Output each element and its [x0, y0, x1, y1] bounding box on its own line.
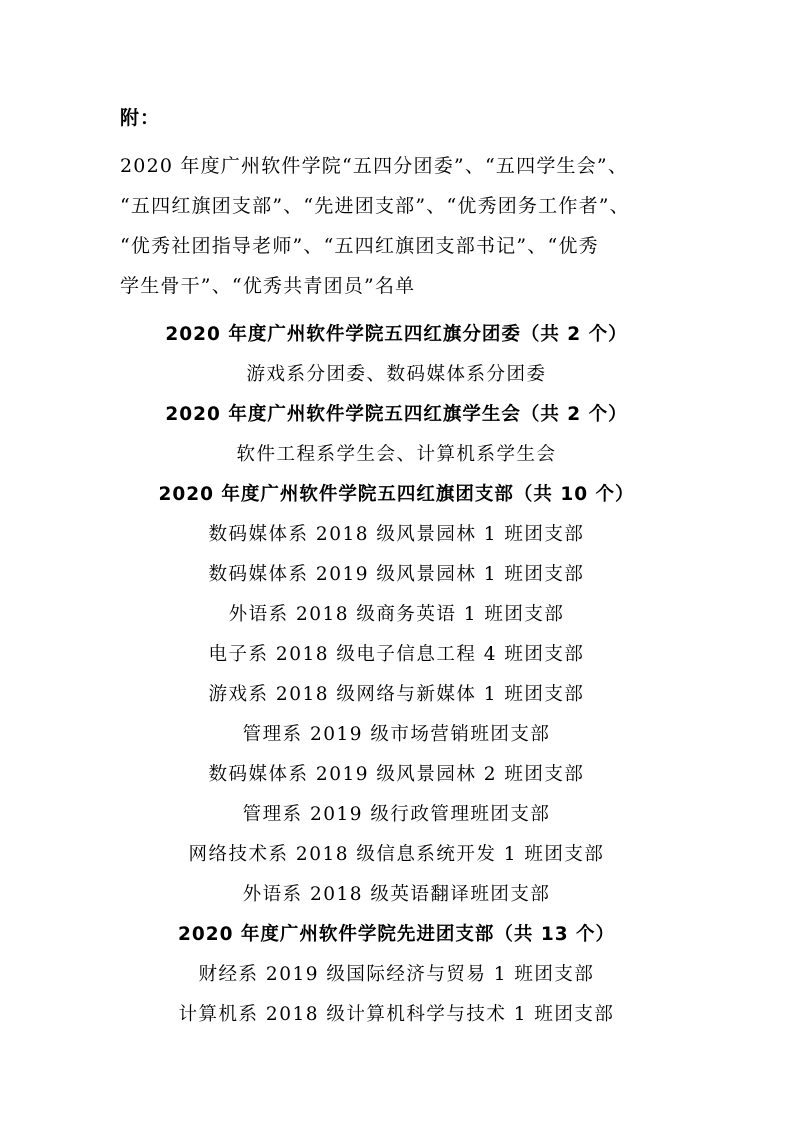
section-heading: 2020 年度广州软件学院五四红旗团支部（共 10 个） [158, 484, 635, 505]
intro-line: “优秀社团指导老师”、“五四红旗团支部书记”、“优秀 [120, 235, 599, 257]
intro-line: “五四红旗团支部”、“先进团支部”、“优秀团务工作者”、 [120, 195, 630, 217]
section-heading: 2020 年度广州软件学院先进团支部（共 13 个） [177, 924, 616, 945]
list-item: 数码媒体系 2019 级风景园林 1 班团支部 [208, 564, 585, 585]
list-item: 外语系 2018 级英语翻译班团支部 [242, 884, 551, 905]
list-item: 电子系 2018 级电子信息工程 4 班团支部 [208, 644, 585, 665]
list-item: 游戏系 2018 级网络与新媒体 1 班团支部 [208, 684, 585, 705]
list-item: 管理系 2019 级行政管理班团支部 [242, 804, 551, 825]
intro-line: 学生骨干”、“优秀共青团员”名单 [120, 275, 416, 297]
section-heading: 2020 年度广州软件学院五四红旗分团委（共 2 个） [165, 324, 628, 345]
list-item: 外语系 2018 级商务英语 1 班团支部 [228, 604, 565, 625]
list-item: 网络技术系 2018 级信息系统开发 1 班团支部 [188, 844, 605, 865]
list-item: 软件工程系学生会、计算机系学生会 [236, 444, 557, 465]
list-item: 数码媒体系 2018 级风景园林 1 班团支部 [208, 524, 585, 545]
list-item: 计算机系 2018 级计算机科学与技术 1 班团支部 [178, 1004, 615, 1025]
intro-paragraph [120, 146, 680, 306]
section-heading: 2020 年度广州软件学院五四红旗学生会（共 2 个） [165, 404, 628, 425]
attachment-label: 附： [120, 107, 161, 129]
list-item: 财经系 2019 级国际经济与贸易 1 班团支部 [198, 964, 595, 985]
award-list [0, 315, 793, 1035]
list-item: 管理系 2019 级市场营销班团支部 [242, 724, 551, 745]
intro-line: 2020 年度广州软件学院“五四分团委”、“五四学生会”、 [120, 155, 629, 177]
list-item: 游戏系分团委、数码媒体系分团委 [246, 364, 547, 385]
list-item: 数码媒体系 2019 级风景园林 2 班团支部 [208, 764, 585, 785]
